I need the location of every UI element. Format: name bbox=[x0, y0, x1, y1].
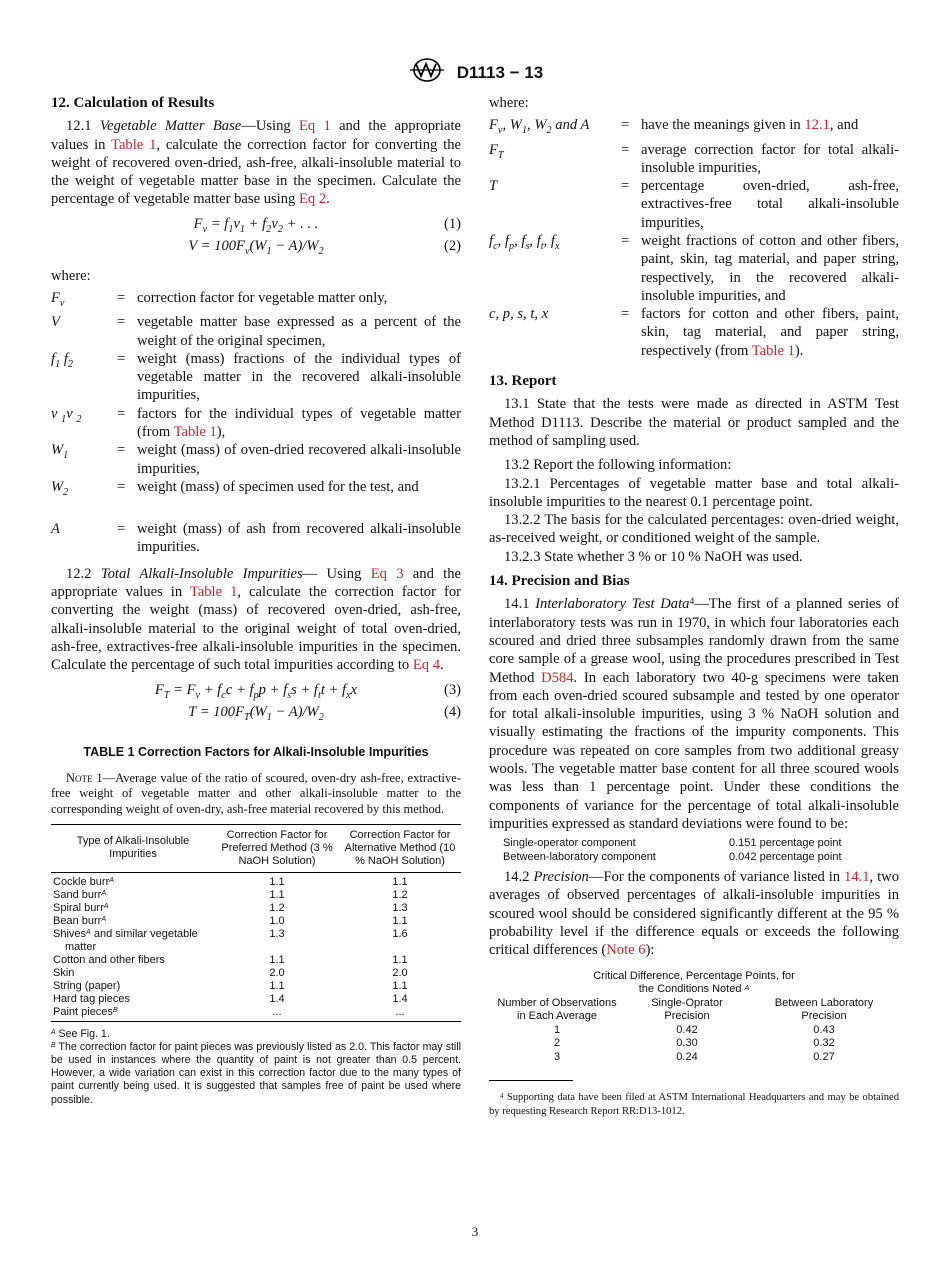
cell-alternative: 1.1 bbox=[392, 979, 408, 992]
text: and the appropriate values in bbox=[51, 118, 461, 153]
cell-preferred: 1.1 bbox=[269, 953, 285, 966]
paragraph-12-1 bbox=[51, 117, 461, 208]
equation-number: (4) bbox=[443, 703, 461, 720]
type-name-rest: and similar vegetable matter bbox=[65, 927, 198, 953]
para-number: 12.1 bbox=[66, 118, 92, 135]
definition-text: weight (mass) of oven-dried recovered alkali-insoluble impurities, bbox=[137, 442, 461, 477]
definition-row bbox=[51, 350, 461, 405]
variance-row bbox=[503, 851, 883, 865]
eq4-link[interactable]: Eq 4 bbox=[412, 657, 441, 674]
table-row bbox=[51, 902, 461, 915]
type-name: Sand burr bbox=[53, 888, 102, 901]
para-number: 12.2 bbox=[66, 565, 92, 582]
definition-symbol: $F_v$, $W_1$, $W_2$ and A bbox=[489, 117, 590, 137]
footnote-mark: 4 bbox=[500, 1092, 504, 1100]
variance-label: Single-operator component bbox=[503, 837, 636, 850]
footnote-rule bbox=[489, 1080, 573, 1081]
type-name: Bean burr bbox=[53, 914, 102, 927]
type-name: Shives bbox=[53, 927, 87, 940]
text: —The first of a planned series of interlaboratory tests was run in 1970, in which four laboratories each scoured and dried three subsamples randomly drawn from the same core sample of a grease wool, using the procedures prescribed in Test Method bbox=[489, 596, 899, 686]
section-13-heading: 13. Report bbox=[489, 373, 557, 390]
definition-text: weight (mass) of specimen used for the test, and bbox=[137, 478, 419, 495]
col-header-alternative: Correction Factor for Alternative Method (10 % NaOH Solution) bbox=[339, 824, 461, 872]
equation-3: $F_T = F_v + f_cc + f_pp + f_ss + f_tt + f_xx$ (3) bbox=[154, 681, 461, 701]
text: , and bbox=[829, 117, 859, 134]
text: —Using bbox=[241, 118, 299, 135]
table1-link[interactable]: Table 1 bbox=[189, 584, 238, 601]
definition-symbol: $f_c$, $f_p$, $f_s$, $f_t$, $f_x$ bbox=[489, 232, 560, 252]
note-label: Note 1 bbox=[66, 770, 103, 785]
cell-alternative: 1.3 bbox=[392, 901, 408, 914]
footnote-mark: A bbox=[109, 876, 115, 885]
definitions-list bbox=[51, 289, 461, 557]
cd-cell: 0.42 bbox=[676, 1023, 698, 1036]
equation-number: (2) bbox=[443, 237, 461, 254]
col-header-preferred: Correction Factor for Preferred Method (3 % NaOH Solution) bbox=[215, 824, 339, 872]
definition-row bbox=[51, 520, 461, 557]
para-title: Interlaboratory Test Data bbox=[535, 596, 690, 613]
para-title: Vegetable Matter Base bbox=[99, 118, 242, 135]
definition-text: correction factor for vegetable matter only, bbox=[137, 290, 388, 307]
paragraph-13-2-3: 13.2.3 State whether 3 % or 10 % NaOH was used. bbox=[504, 548, 803, 565]
paragraph-13-1: 13.1 State that the tests were made as directed in ASTM Test Method D1113. Describe the material or product sampled and the method of sampling used. bbox=[489, 396, 899, 449]
text: , calculate the correction factor for converting the weight of recovered oven-dried, ash-free, alkali-insoluble material to the weight of vegetable matter base in the specimen. Calculate the percentage of vegetable matter base using bbox=[51, 136, 461, 208]
cell-type bbox=[51, 967, 215, 980]
cell-type bbox=[51, 980, 215, 993]
cd-header-row bbox=[489, 997, 899, 1011]
definition-row bbox=[51, 405, 461, 442]
table1-link[interactable]: Table 1 bbox=[111, 136, 157, 153]
cd-cell: 3 bbox=[553, 1050, 561, 1063]
definitions-list bbox=[489, 116, 899, 360]
cell-preferred: 1.0 bbox=[269, 914, 285, 927]
cd-header: Between Laboratory bbox=[774, 996, 874, 1009]
table-row bbox=[489, 1051, 899, 1065]
cd-cell: 0.24 bbox=[676, 1050, 698, 1063]
type-name: Cotton and other fibers bbox=[53, 953, 165, 966]
text: , calculate the correction factor for converting the weight (mass) of recovered oven-dried, ash-free, alkali-insoluble material to the original weight of total oven-dried, ash-free, extractives-free alkali-insoluble impurities in the specimen. Calculate the percentage of such total impurities according to bbox=[51, 584, 461, 674]
variance-label: Between-laboratory component bbox=[503, 850, 656, 863]
footnote-mark: A bbox=[103, 902, 109, 911]
cell-alternative: 1.4 bbox=[392, 992, 408, 1005]
cell-type bbox=[51, 993, 215, 1006]
type-name: Skin bbox=[53, 966, 75, 979]
text: and the appropriate values in bbox=[51, 565, 461, 601]
cd-header: Number of Observations bbox=[497, 996, 617, 1009]
cell-type bbox=[51, 889, 215, 902]
note-text: —Average value of the ratio of scoured, oven-dry ash-free, extractive-free weight of vegetable matter and other alkali-insoluble matter to the corresponding weight of oven-dry, ash-free material recovered by this method. bbox=[51, 770, 461, 817]
table-row bbox=[51, 889, 461, 902]
definition-symbol: A bbox=[51, 521, 60, 538]
equation-number: (3) bbox=[443, 681, 461, 698]
footnote-mark: B bbox=[112, 1006, 118, 1015]
cd-header: in Each Average bbox=[517, 1010, 597, 1023]
text: ). bbox=[794, 342, 804, 359]
paragraph-13-2-1: 13.2.1 Percentages of vegetable matter base and total alkali-insoluble impurities to the nearest 0.1 percentage point. bbox=[489, 475, 899, 510]
cell-type bbox=[51, 915, 215, 928]
cell-alternative: 1.1 bbox=[392, 875, 408, 888]
cd-cell: 0.43 bbox=[813, 1023, 835, 1036]
text: . bbox=[440, 657, 444, 674]
definition-text bbox=[137, 405, 461, 442]
table-row bbox=[51, 954, 461, 967]
document-designation: D1113 − 13 bbox=[456, 62, 544, 82]
cell-alternative: 1.1 bbox=[392, 953, 408, 966]
definition-row bbox=[489, 141, 899, 178]
paragraph-12-2 bbox=[51, 565, 461, 675]
eq3-link[interactable]: Eq 3 bbox=[370, 565, 404, 582]
definition-symbol: T bbox=[489, 178, 498, 195]
col-header-type: Type of Alkali-Insoluble Impurities bbox=[51, 824, 215, 872]
definition-symbol: $F_T$ bbox=[489, 141, 504, 161]
cell-preferred: 2.0 bbox=[269, 966, 285, 979]
paragraph-13-2-2: 13.2.2 The basis for the calculated percentages: oven-dried weight, as-received weight, or conditioned weight of the sample. bbox=[489, 512, 899, 547]
paragraph-14-1 bbox=[489, 595, 899, 833]
cd-title-text: the Conditions Noted bbox=[638, 983, 745, 996]
definition-symbol: $f_1$ $f_2$ bbox=[51, 350, 73, 370]
equals-sign: = bbox=[621, 306, 630, 323]
text: . bbox=[326, 191, 330, 208]
text: —For the components of variance listed in bbox=[588, 869, 844, 886]
text: — Using bbox=[302, 565, 371, 582]
cell-type bbox=[51, 928, 215, 954]
definition-text: weight fractions of cotton and other fibers, paint, skin, tag material, and paper string, respectively, in the recovered alkali-insoluble impurities, and bbox=[641, 232, 899, 304]
equals-sign: = bbox=[117, 521, 126, 538]
equation-2: $V = 100F_v(W_1 - A)/W_2$ (2) bbox=[188, 237, 461, 257]
footnote-mark: A bbox=[86, 928, 91, 937]
footnote-mark: B bbox=[51, 1042, 56, 1050]
footnote-mark: A bbox=[101, 915, 107, 924]
definition-row bbox=[51, 289, 461, 313]
equals-sign: = bbox=[621, 141, 630, 158]
text: factors for the individual types of vegetable matter (from bbox=[137, 405, 461, 441]
definition-symbol: V bbox=[51, 314, 60, 331]
table-row bbox=[51, 993, 461, 1006]
eq1-link[interactable]: Eq 1 bbox=[298, 118, 331, 135]
right-column bbox=[489, 94, 899, 1118]
section-14-1-link[interactable]: 14.1 bbox=[844, 869, 870, 886]
cd-title-row bbox=[489, 983, 899, 997]
cell-type bbox=[51, 1006, 215, 1022]
type-name: Paint pieces bbox=[53, 1005, 113, 1018]
definition-row bbox=[489, 177, 899, 232]
definition-row bbox=[489, 116, 899, 140]
footnote-mark: 4 bbox=[689, 597, 695, 608]
table-row bbox=[51, 1006, 461, 1022]
table-row bbox=[489, 1037, 899, 1051]
definition-text: percentage oven-dried, ash-free, extractives-free total alkali-insoluble impurities, bbox=[641, 178, 899, 231]
cd-header: Single-Oprator bbox=[651, 996, 723, 1009]
cd-header-row bbox=[489, 1010, 899, 1024]
left-column bbox=[51, 94, 461, 1107]
equals-sign: = bbox=[621, 117, 630, 134]
cd-title bbox=[489, 983, 899, 997]
definition-text: weight (mass) of ash from recovered alkali-insoluble impurities. bbox=[137, 521, 461, 556]
footnote-text: Supporting data have been filed at ASTM International Headquarters and may be obtained by requesting Research Report RR:D13-1012. bbox=[489, 1092, 899, 1117]
table-row bbox=[489, 1024, 899, 1038]
cell-alternative: ... bbox=[339, 1006, 461, 1022]
definition-text: average correction factor for total alkali-insoluble impurities, bbox=[641, 141, 899, 176]
d584-link[interactable]: D584 bbox=[541, 669, 574, 686]
table1-link[interactable]: Table 1 bbox=[751, 342, 795, 359]
where-label: where: bbox=[489, 95, 529, 111]
footnote-mark: A bbox=[744, 983, 750, 992]
table-row bbox=[51, 928, 461, 954]
equation-number: (1) bbox=[443, 215, 461, 232]
definition-row bbox=[51, 313, 461, 350]
cell-type bbox=[51, 954, 215, 967]
definition-row bbox=[489, 305, 899, 360]
paragraph-14-2 bbox=[489, 868, 899, 959]
cell-alternative: 1.2 bbox=[392, 888, 408, 901]
cd-cell: 2 bbox=[553, 1037, 561, 1050]
equals-sign: = bbox=[117, 350, 126, 367]
cd-cell: 0.32 bbox=[813, 1037, 835, 1050]
astm-logo-icon bbox=[407, 58, 447, 87]
text: . In each laboratory two 40-g specimens were taken from each oven-dried scoured subsample and tested by one operator for total alkali-insoluble impurities, using 3 % NaOH solution and visually estimating the fractions of the impurity components. This procedure was repeated on core samples from two additional greasy wools. The vegetable matter base content for all three scoured wools was less than 1 percentage point. Under these conditions the components of variance for the percentage of total alkali-insoluble impurities expressed as standard deviations were found to be: bbox=[489, 669, 899, 832]
where-label: where: bbox=[51, 267, 91, 284]
section-12-1-link[interactable]: 12.1 bbox=[804, 117, 830, 134]
footnote-text: See Fig. 1. bbox=[55, 1027, 110, 1040]
definition-symbol: $F_v$ bbox=[51, 290, 65, 309]
cd-title: Critical Difference, Percentage Points, for bbox=[593, 969, 795, 982]
equals-sign: = bbox=[117, 314, 126, 331]
footnote-mark: A bbox=[51, 1029, 56, 1037]
cell-alternative: 2.0 bbox=[392, 966, 408, 979]
equation-1: $F_v = f_1v_1 + f_2v_2$ + . . . (1) bbox=[193, 215, 461, 235]
equals-sign: = bbox=[117, 442, 126, 459]
variance-components bbox=[503, 837, 883, 864]
table-row bbox=[51, 915, 461, 928]
cd-header: Precision bbox=[801, 1010, 847, 1023]
table-row bbox=[51, 967, 461, 980]
cell-preferred: 1.1 bbox=[269, 888, 285, 901]
table1-footnote-b bbox=[51, 1041, 461, 1107]
definition-text bbox=[641, 305, 899, 360]
para-number: 14.2 bbox=[504, 869, 530, 886]
footnote-mark: A bbox=[101, 889, 107, 898]
definition-symbol: v $_1$v $_2$ bbox=[51, 405, 82, 425]
cd-cell: 1 bbox=[553, 1023, 561, 1036]
definition-row bbox=[51, 478, 461, 520]
equation-4: $T = 100F_T(W_1 - A)/W_2$ (4) bbox=[188, 703, 461, 723]
equals-sign: = bbox=[117, 405, 126, 422]
definition-row bbox=[51, 441, 461, 478]
table-row bbox=[51, 980, 461, 993]
variance-row bbox=[503, 837, 883, 851]
cell-alternative: 1.6 bbox=[392, 927, 408, 940]
table-row bbox=[51, 872, 461, 889]
equals-sign: = bbox=[621, 232, 630, 249]
para-title: Total Alkali-Insoluble Impurities bbox=[100, 565, 303, 582]
cell-type bbox=[51, 902, 215, 915]
equals-sign: = bbox=[117, 478, 126, 495]
type-name: Hard tag pieces bbox=[53, 992, 131, 1005]
footnote-4 bbox=[489, 1091, 899, 1118]
table1-title: TABLE 1 Correction Factors for Alkali-Insoluble Impurities bbox=[83, 744, 429, 759]
text: ): bbox=[645, 942, 655, 959]
cell-alternative: 1.1 bbox=[392, 914, 408, 927]
para-number: 14.1 bbox=[504, 596, 530, 613]
text: factors for cotton and other fibers, paint, skin, tag material, and paper string, respectively (from bbox=[641, 306, 899, 359]
cell-type bbox=[51, 872, 215, 889]
definition-text: weight (mass) fractions of the individual types of vegetable matter in the recovered alkali-insoluble impurities, bbox=[137, 350, 461, 404]
type-name: Cockle burr bbox=[53, 875, 110, 888]
section-14-heading: 14. Precision and Bias bbox=[489, 573, 630, 590]
type-name: String (paper) bbox=[53, 979, 121, 992]
paragraph-13-2: 13.2 Report the following information: bbox=[504, 457, 732, 474]
definition-symbol: c, p, s, t, x bbox=[489, 306, 549, 323]
text: , two averages of observed percentages of alkali-insoluble impurities in scoured wool should be considered significantly different at the 95 % probability level if the difference equals or exceeds the following critical differences ( bbox=[489, 869, 899, 959]
para-title: Precision bbox=[533, 869, 589, 886]
table1 bbox=[51, 824, 461, 1022]
eq2-link[interactable]: Eq 2 bbox=[298, 191, 327, 208]
table1-link[interactable]: Table 1 bbox=[173, 424, 217, 441]
equals-sign: = bbox=[117, 290, 126, 307]
note-6-link[interactable]: Note 6 bbox=[606, 942, 646, 959]
cell-preferred: 1.3 bbox=[269, 927, 285, 940]
definition-symbol: $W_2$ bbox=[51, 478, 69, 498]
type-name: Spiral burr bbox=[53, 901, 104, 914]
cell-preferred: 1.4 bbox=[269, 992, 285, 1005]
table1-footnote-a bbox=[51, 1028, 461, 1041]
definition-symbol: $W_1$ bbox=[51, 442, 69, 462]
cell-preferred: 1.1 bbox=[269, 875, 285, 888]
cd-header: Precision bbox=[664, 1010, 710, 1023]
definition-text: vegetable matter base expressed as a percent of the weight of the original specimen, bbox=[137, 314, 461, 349]
definition-text bbox=[641, 116, 899, 140]
cell-preferred: 1.2 bbox=[269, 901, 285, 914]
definition-row bbox=[489, 232, 899, 305]
variance-value: 0.151 percentage point bbox=[729, 837, 842, 850]
text: have the meanings given in bbox=[641, 117, 805, 134]
cell-preferred: 1.1 bbox=[269, 979, 285, 992]
cd-cell: 0.27 bbox=[813, 1050, 835, 1063]
text: ), bbox=[216, 424, 226, 441]
table1-note bbox=[51, 771, 461, 818]
critical-difference-table bbox=[489, 970, 899, 1065]
page-header bbox=[0, 58, 950, 87]
cell-preferred: ... bbox=[215, 1006, 339, 1022]
page-number: 3 bbox=[471, 1224, 479, 1239]
section-12-heading: 12. Calculation of Results bbox=[51, 95, 215, 111]
table-header-row bbox=[51, 824, 461, 872]
cd-title-row bbox=[489, 970, 899, 984]
footnote-text: The correction factor for paint pieces was previously listed as 2.0. This factor may still be used in instances where the quantity of paint is not greater than 0.5 percent. However, a wide variation can exist in this correction factor due to the many types of paint currently being used. It is suggested that samples free of paint be used where possible. bbox=[51, 1040, 461, 1106]
equals-sign: = bbox=[621, 178, 630, 195]
cd-cell: 0.30 bbox=[676, 1037, 698, 1050]
variance-value: 0.042 percentage point bbox=[729, 850, 842, 863]
